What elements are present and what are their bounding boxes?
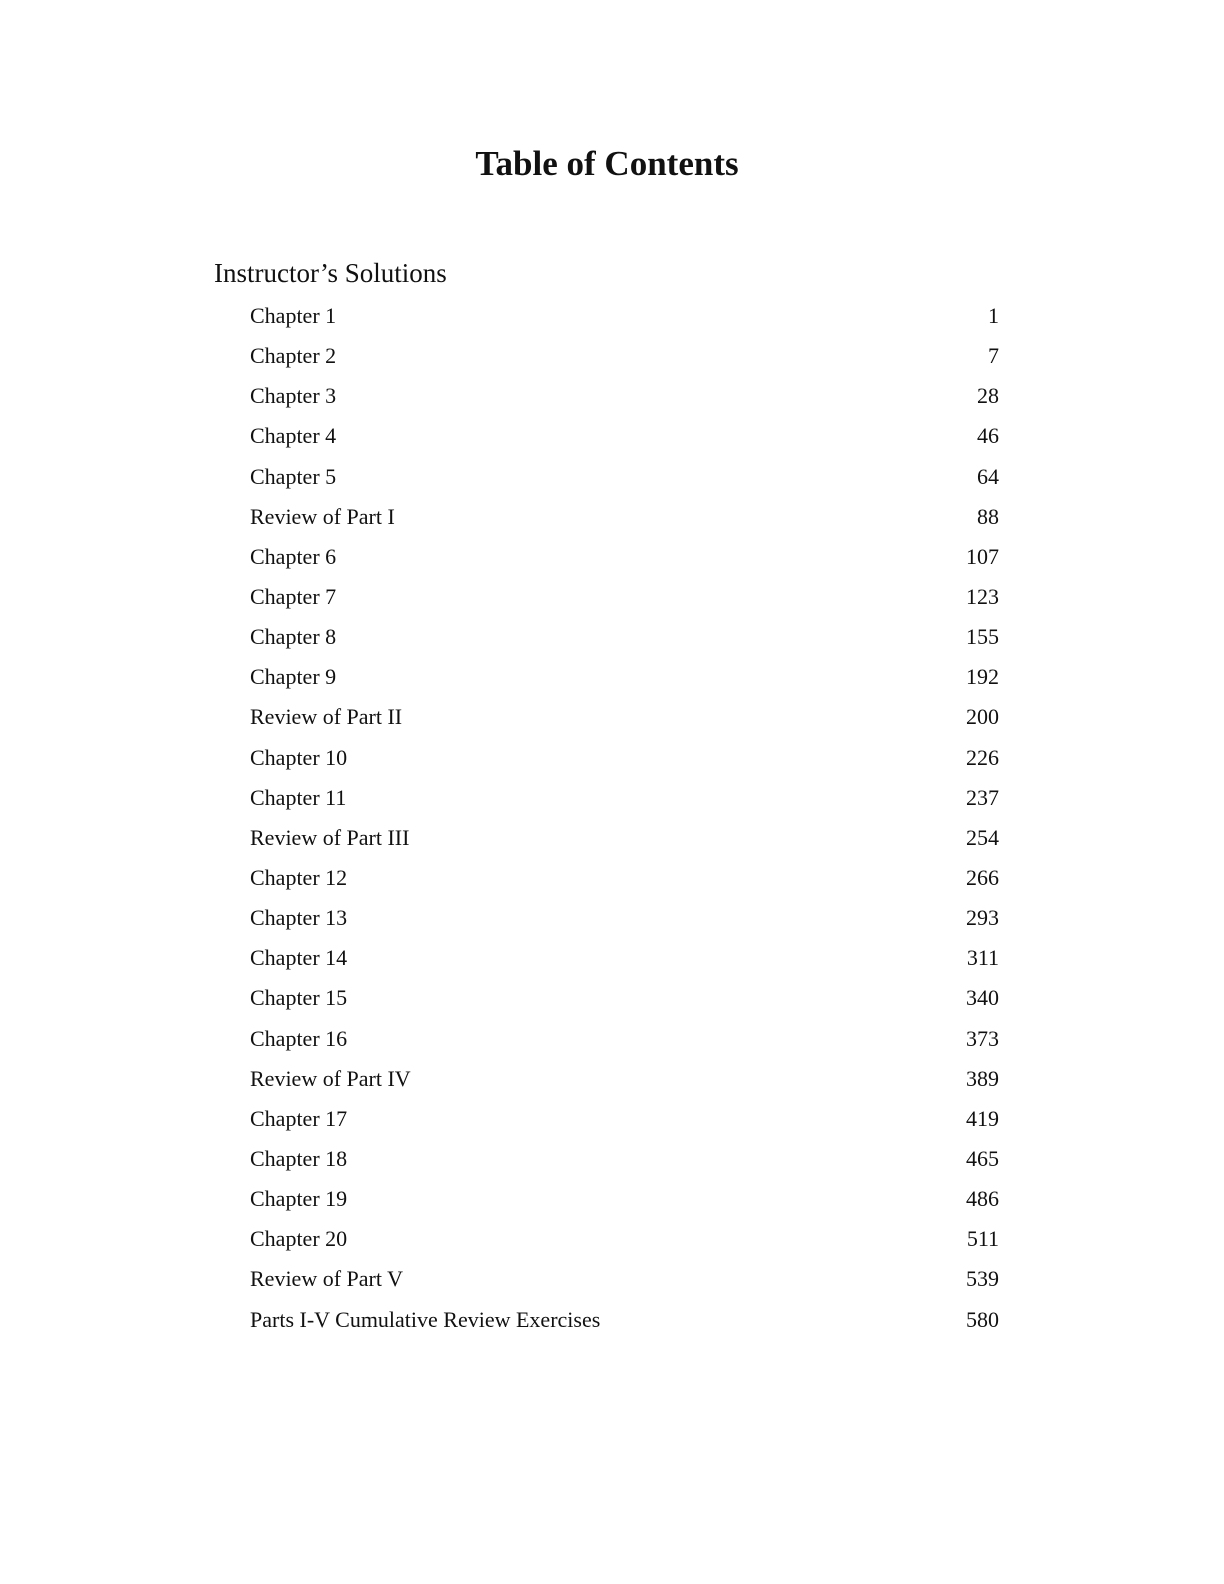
toc-entry-page: 340 bbox=[966, 985, 999, 1011]
toc-entry-page: 46 bbox=[977, 423, 999, 449]
toc-entry-page: 580 bbox=[966, 1306, 999, 1332]
toc-entry-label: Chapter 10 bbox=[250, 744, 348, 770]
toc-entry-page: 486 bbox=[966, 1186, 999, 1212]
toc-entry bbox=[250, 376, 999, 416]
toc-entry bbox=[250, 978, 999, 1018]
toc-entry-label: Review of Part V bbox=[250, 1266, 403, 1292]
page-title: Table of Contents bbox=[475, 144, 739, 183]
toc-entry-page: 200 bbox=[966, 704, 999, 730]
toc-entry bbox=[250, 938, 999, 978]
toc-entry bbox=[250, 738, 999, 778]
toc-entry bbox=[250, 1099, 999, 1139]
toc-entry-label: Chapter 15 bbox=[250, 985, 348, 1011]
toc-entry bbox=[250, 457, 999, 497]
toc-entry-label: Chapter 11 bbox=[250, 784, 347, 810]
toc-entry-page: 293 bbox=[966, 905, 999, 931]
toc-entry bbox=[250, 1059, 999, 1099]
toc-entry-label: Chapter 3 bbox=[250, 383, 337, 409]
toc-entry-page: 192 bbox=[966, 664, 999, 690]
toc-entry-page: 107 bbox=[966, 543, 999, 569]
toc-entry-page: 237 bbox=[966, 784, 999, 810]
toc-entry-page: 226 bbox=[966, 744, 999, 770]
toc-entry bbox=[250, 657, 999, 697]
toc-entry bbox=[250, 1179, 999, 1219]
toc-entry bbox=[250, 1300, 999, 1340]
toc-entry-page: 311 bbox=[966, 945, 999, 971]
toc-list bbox=[250, 296, 999, 1340]
toc-entry-label: Chapter 1 bbox=[250, 303, 337, 328]
toc-entry-label: Chapter 14 bbox=[250, 945, 348, 971]
toc-entry bbox=[250, 778, 999, 818]
toc-entry-label: Chapter 6 bbox=[250, 543, 337, 569]
toc-entry-page: 389 bbox=[966, 1065, 999, 1091]
toc-entry bbox=[250, 577, 999, 617]
toc-entry-label: Chapter 18 bbox=[250, 1145, 348, 1171]
toc-entry bbox=[250, 1019, 999, 1059]
toc-entry-page: 373 bbox=[966, 1025, 999, 1051]
toc-entry bbox=[250, 617, 999, 657]
toc-entry bbox=[250, 818, 999, 858]
toc-entry-label: Chapter 9 bbox=[250, 664, 337, 690]
toc-entry-label: Chapter 2 bbox=[250, 343, 337, 369]
toc-entry-page: 511 bbox=[966, 1226, 999, 1252]
toc-entry-page: 419 bbox=[966, 1105, 999, 1131]
toc-entry bbox=[250, 1139, 999, 1179]
toc-entry-label: Parts I-V Cumulative Review Exercises bbox=[250, 1306, 601, 1332]
toc-entry bbox=[250, 898, 999, 938]
toc-entry-page: 28 bbox=[977, 383, 999, 409]
section-title: Instructor’s Solutions bbox=[214, 258, 447, 288]
toc-entry-page: 7 bbox=[988, 343, 999, 369]
toc-entry-label: Review of Part IV bbox=[250, 1065, 411, 1091]
toc-entry-label: Chapter 12 bbox=[250, 864, 348, 890]
toc-entry-label: Review of Part III bbox=[250, 824, 410, 850]
toc-entry-label: Chapter 5 bbox=[250, 463, 337, 489]
toc-entry bbox=[250, 697, 999, 737]
toc-entry bbox=[250, 296, 999, 336]
toc-entry-page: 254 bbox=[966, 824, 999, 850]
toc-entry-label: Chapter 16 bbox=[250, 1025, 348, 1051]
toc-entry-page: 266 bbox=[966, 864, 999, 890]
toc-entry-label: Chapter 7 bbox=[250, 583, 337, 609]
toc-entry-label: Chapter 13 bbox=[250, 905, 348, 931]
toc-entry bbox=[250, 1219, 999, 1259]
toc-entry-page: 64 bbox=[977, 463, 999, 489]
toc-entry-label: Chapter 20 bbox=[250, 1226, 348, 1252]
toc-entry bbox=[250, 537, 999, 577]
toc-entry bbox=[250, 1259, 999, 1299]
toc-entry-label: Review of Part I bbox=[250, 503, 395, 529]
toc-entry bbox=[250, 858, 999, 898]
toc-entry-label: Review of Part II bbox=[250, 704, 403, 730]
toc-entry bbox=[250, 416, 999, 456]
toc-entry bbox=[250, 336, 999, 376]
toc-entry-page: 155 bbox=[966, 624, 999, 650]
toc-entry-page: 88 bbox=[977, 503, 999, 529]
toc-entry-page: 1 bbox=[988, 303, 999, 328]
toc-entry-page: 465 bbox=[966, 1145, 999, 1171]
toc-entry-label: Chapter 19 bbox=[250, 1186, 348, 1212]
toc-entry-label: Chapter 8 bbox=[250, 624, 337, 650]
toc-entry-page: 539 bbox=[966, 1266, 999, 1292]
toc-entry-page: 123 bbox=[966, 583, 999, 609]
toc-entry bbox=[250, 497, 999, 537]
toc-entry-label: Chapter 17 bbox=[250, 1105, 348, 1131]
toc-entry-label: Chapter 4 bbox=[250, 423, 337, 449]
